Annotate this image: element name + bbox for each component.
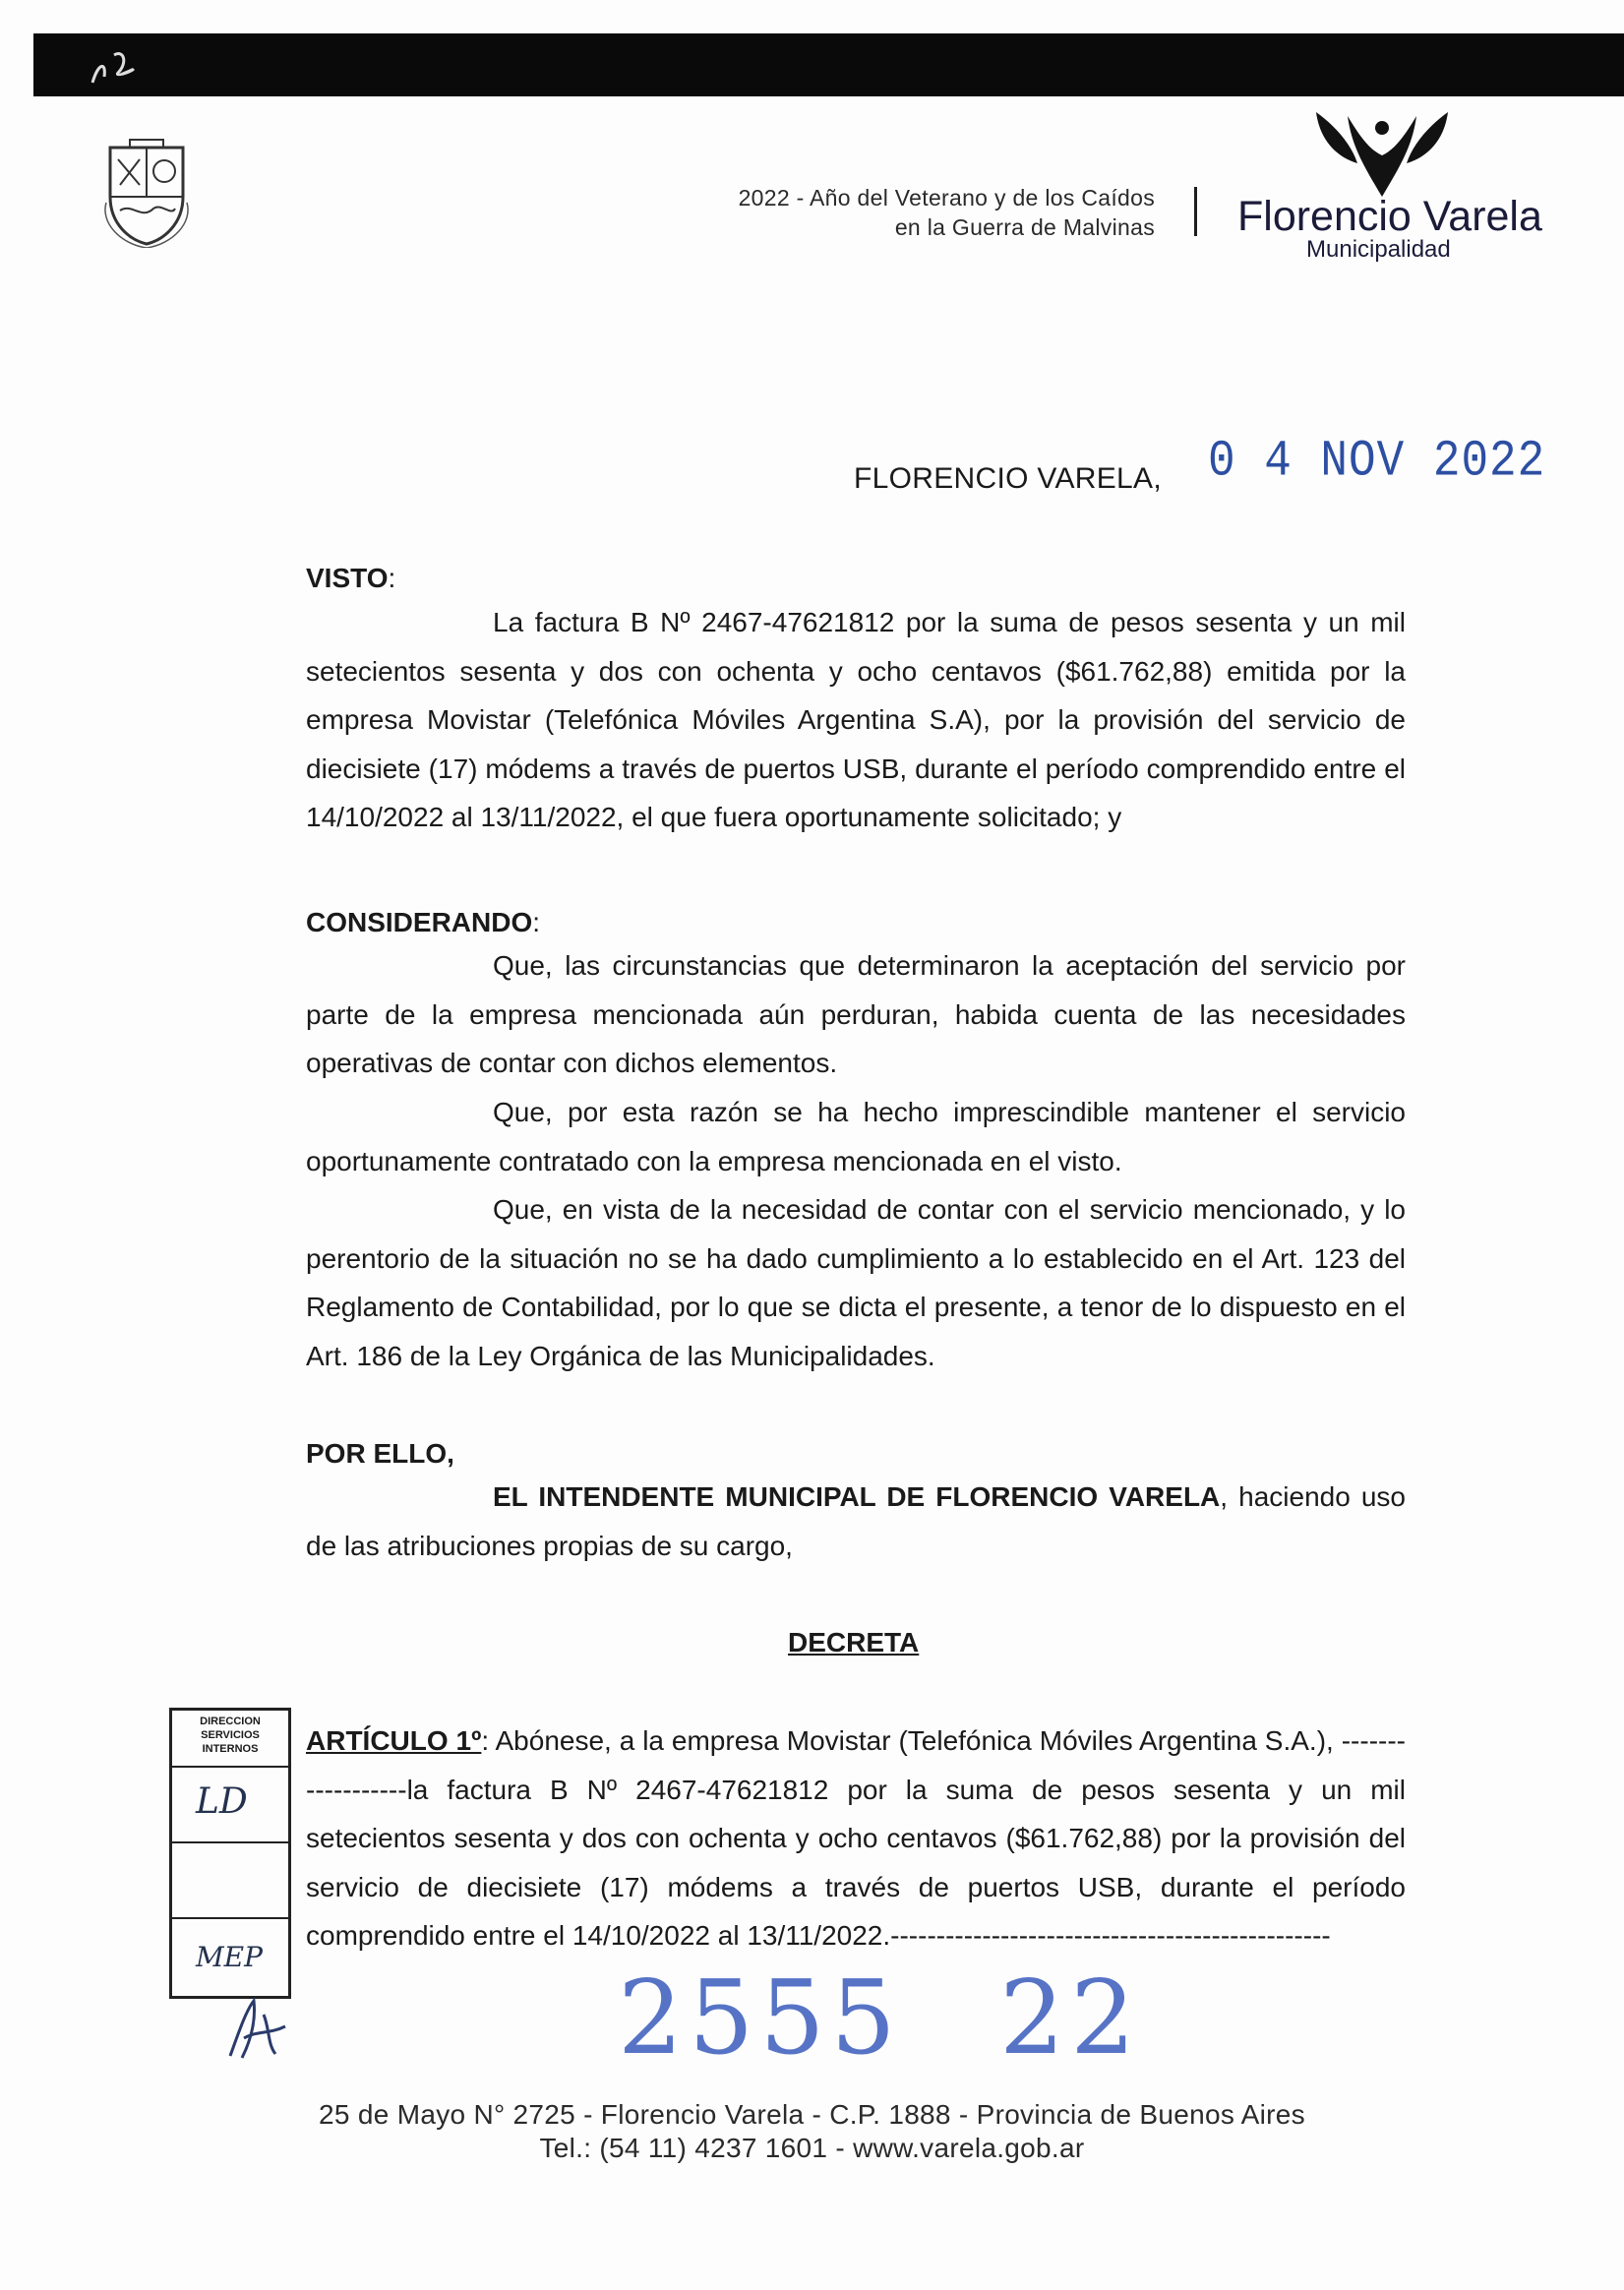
visto-heading: VISTO: <box>306 563 396 593</box>
stamp-cell-initials-1: LD <box>172 1768 288 1843</box>
por-ello-paragraph: EL INTENDENTE MUNICIPAL DE FLORENCIO VARELA, haciendo uso de las atribuciones propias de su cargo, <box>306 1481 1406 1561</box>
motto-line-1: 2022 - Año del Veterano y de los Caídos <box>738 185 1155 211</box>
visto-paragraph: La factura B Nº 2467-47621812 por la suma de pesos sesenta y un mil setecientos sesenta y dos con ochenta y ocho centavos ($61.762,88) emitida por la empresa Movistar (Telefónica Móviles Argentina S.A), por la provisión del servicio de diecisiete (17) módems a través de puertos USB, durante el período comprendido entre el 14/10/2022 al 13/11/2022, el que fuera oportunamente solicitado; y <box>306 607 1406 832</box>
considerando-heading: CONSIDERANDO: <box>306 907 541 937</box>
municipal-crest-icon <box>102 138 191 248</box>
motto-line-2: en la Guerra de Malvinas <box>894 214 1155 240</box>
considerando-paragraph-3: Que, en vista de la necesidad de contar con el servicio mencionado, y lo perentorio de la situación no se ha dado cumplimiento a lo establecido en el Art. 123 del Reglamento de Contabilidad, por lo que se dicta el presente, a tenor de lo dispuesto en el Art. 186 de la Ley Orgánica de las Municipalidades. <box>306 1194 1406 1371</box>
decree-number-stamp: 2555 <box>618 1958 902 2078</box>
year-motto <box>630 183 1155 242</box>
articulo-1 <box>306 1717 1406 1960</box>
decreta-heading: DECRETA <box>788 1627 920 1657</box>
scan-top-bar <box>33 33 1624 96</box>
place-label: FLORENCIO VARELA, <box>854 462 1162 495</box>
considerando-paragraph-1: Que, las circunstancias que determinaron la aceptación del servicio por parte de la empresa mencionada aún perduran, habida cuenta de las necesidades operativas de contar con dichos elementos. <box>306 950 1406 1078</box>
footer-contact: Tel.: (54 11) 4237 1601 - www.varela.gob.ar <box>539 2133 1085 2163</box>
footer-address: 25 de Mayo N° 2725 - Florencio Varela - C.P. 1888 - Provincia de Buenos Aires <box>319 2099 1305 2130</box>
internal-services-stamp <box>169 1708 291 1999</box>
signature-icon <box>224 1995 293 2064</box>
brand-subtitle: Municipalidad <box>1306 236 1451 263</box>
date-stamp: 0 4 NOV 2022 <box>1208 433 1546 491</box>
header-divider <box>1194 187 1197 236</box>
intendente-label: EL INTENDENTE MUNICIPAL DE FLORENCIO VARELA <box>493 1481 1221 1512</box>
por-ello-heading: POR ELLO, <box>306 1438 454 1469</box>
brand-name: Florencio Varela <box>1237 193 1542 240</box>
considerando-paragraph-2: Que, por esta razón se ha hecho imprescindible mantener el servicio oportunamente contratado con la empresa mencionada en el visto. <box>306 1097 1406 1176</box>
stamp-cell-initials-2: MEP <box>196 1941 263 1973</box>
florencio-varela-logo-icon <box>1308 106 1456 201</box>
articulo-1-label: ARTÍCULO 1º <box>306 1725 482 1756</box>
stamp-cell-empty <box>172 1843 288 1919</box>
handwritten-mark-icon <box>85 43 153 92</box>
articulo-1-text: : Abónese, a la empresa Movistar (Telefónica Móviles Argentina S.A.), ------------------la factura B Nº 2467-47621812 por la suma de pesos sesenta y un mil setecientos sesenta y dos con ochenta y ocho centavos ($61.762,88) por la provisión del servicio de diecisiete (17) módems a través de puertos USB, durante el período comprendido entre el 14/10/2022 al 13/11/2022.------------------------------------------------ <box>306 1725 1406 1951</box>
decree-year-stamp: 22 <box>999 1958 1142 2078</box>
stamp-header: DIRECCION SERVICIOS INTERNOS <box>172 1711 288 1768</box>
